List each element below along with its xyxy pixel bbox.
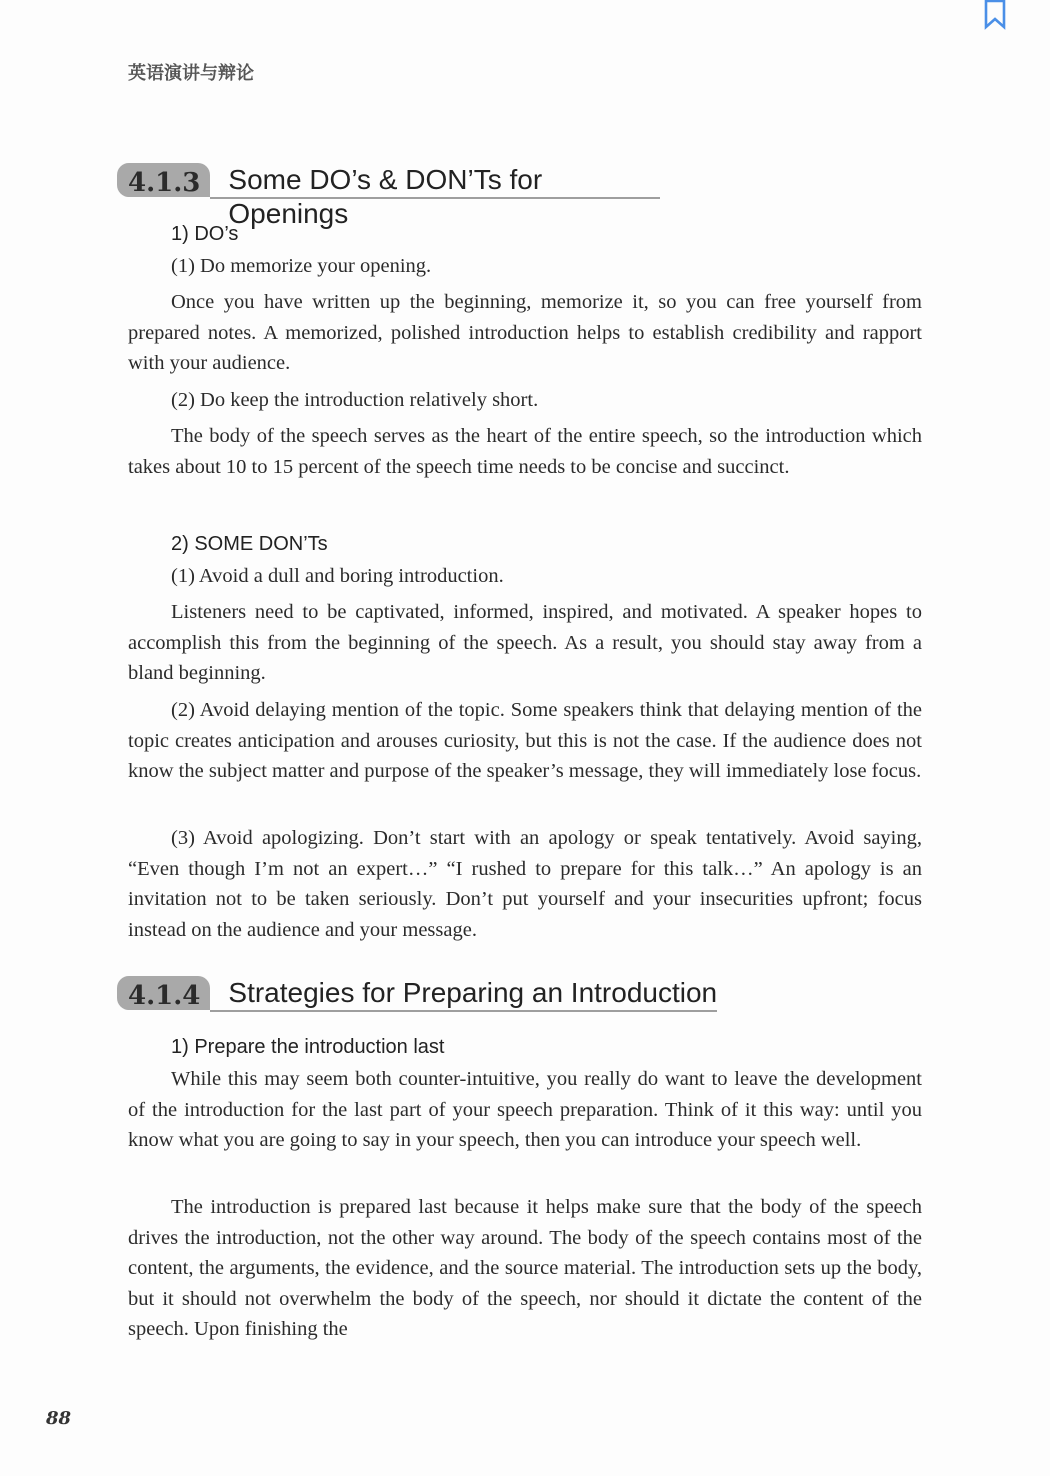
page-number: 88 <box>46 1408 72 1429</box>
paragraph: (3) Avoid apologizing. Don’t start with an apology or speak tentatively. Avoid saying, “Even though I’m not an expert…” “I rushed to prepare for this talk…” An apology is an invitation not to be taken seriously. Don’t put yourself and your insecurities upfront; focus instead on the audience and your message. <box>128 827 922 941</box>
section-number: 4.1.3 <box>117 163 210 197</box>
bookmark-icon[interactable] <box>983 0 1007 30</box>
paragraph: Listeners need to be captivated, informed, inspired, and motivated. A speaker hopes to accomplish this from the beginning of the speech. As a result, you should stay away from a bland beginning. <box>128 601 922 685</box>
section-title: Some DO’s & DON’Ts for Openings <box>210 163 660 199</box>
section-heading-4-1-3 <box>117 161 660 229</box>
item-label: (1) Do memorize your opening. <box>171 255 432 277</box>
item-label: (1) Avoid a dull and boring introduction. <box>171 565 504 587</box>
item-label: (2) Do keep the introduction relatively short. <box>171 389 539 411</box>
paragraph: The body of the speech serves as the heart of the entire speech, so the introduction which takes about 10 to 15 percent of the speech time needs to be concise and succinct. <box>128 425 922 478</box>
paragraph: Once you have written up the beginning, memorize it, so you can free yourself from prepared notes. A memorized, polished introduction helps to establish credibility and rapport with your audience. <box>128 291 922 375</box>
section-heading-4-1-4 <box>117 974 717 1010</box>
subsection-heading-dos: 1) DO’s <box>171 223 239 245</box>
paragraph: (2) Avoid delaying mention of the topic. Some speakers think that delaying mention of the topic creates anticipation and arouses curiosity, but this is not the case. If the audience does not know the subject matter and purpose of the speaker’s message, they will immediately lose focus. <box>128 699 922 783</box>
section-title: Strategies for Preparing an Introduction <box>210 976 717 1012</box>
paragraph: While this may seem both counter-intuitive, you really do want to leave the development of the introduction for the last part of your speech preparation. Think of it this way: until you know what you are going to say in your speech, then you can introduce your speech well. <box>128 1068 922 1152</box>
section-number: 4.1.4 <box>117 976 210 1010</box>
subsection-heading-prepare-last: 1) Prepare the introduction last <box>171 1036 445 1058</box>
running-head: 英语演讲与辩论 <box>128 63 254 84</box>
paragraph: The introduction is prepared last because it helps make sure that the body of the speech drives the introduction, not the other way around. The body of the speech contains most of the content, the arguments, the evidence, and the source material. The introduction sets up the body, but it should not overwhelm the body of the speech, nor should it dictate the content of the speech. Upon finishing the <box>128 1196 922 1341</box>
subsection-heading-donts: 2) SOME DON’Ts <box>171 533 328 555</box>
